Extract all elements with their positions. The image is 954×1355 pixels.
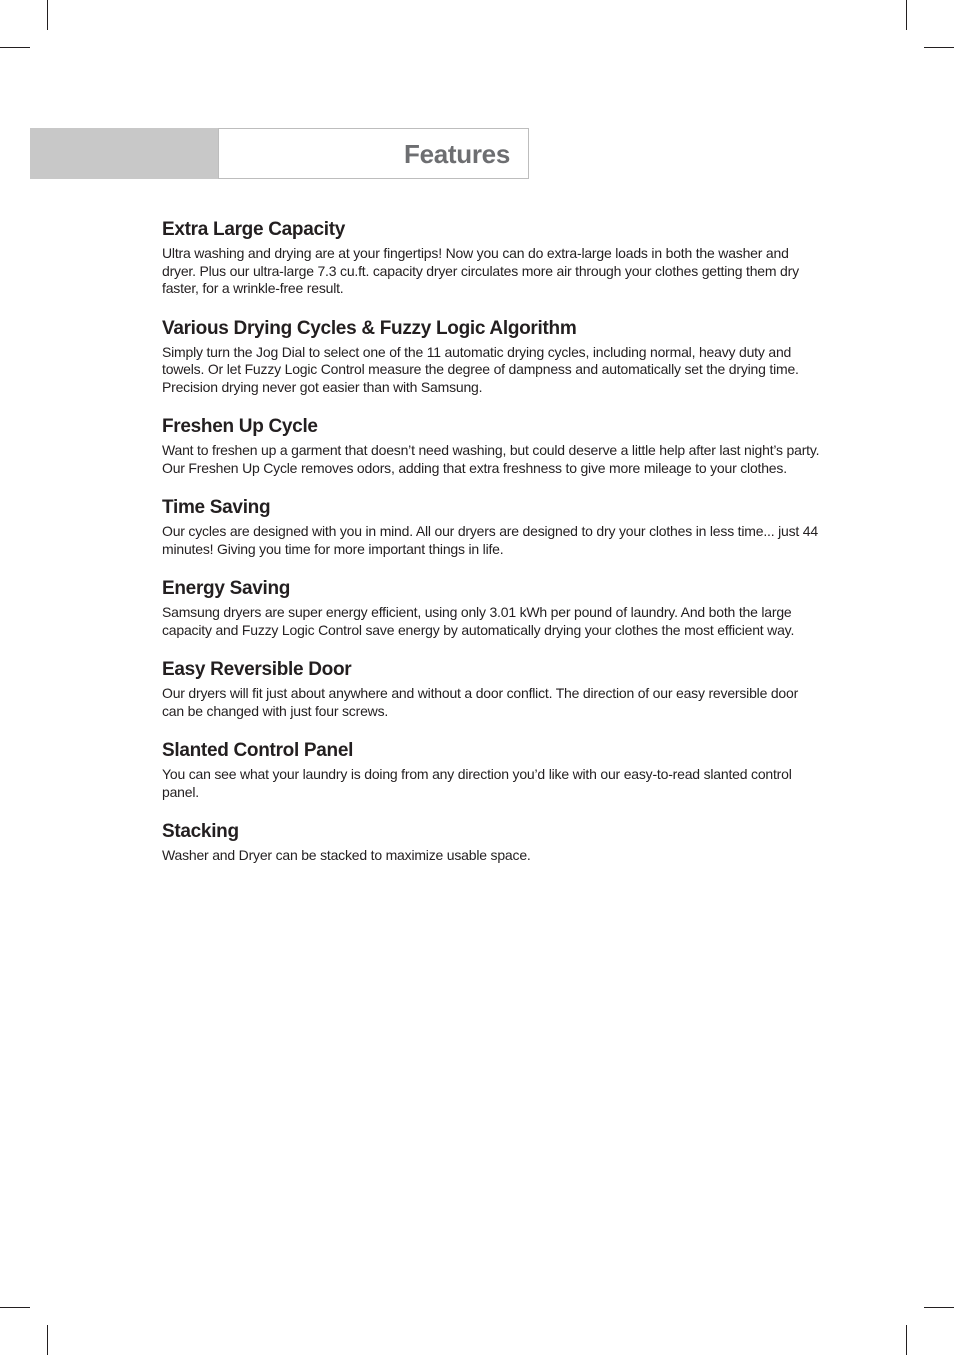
feature-heading: Various Drying Cycles & Fuzzy Logic Algorithm [162, 317, 577, 339]
feature-section [162, 218, 822, 298]
feature-section [162, 820, 822, 865]
crop-mark-top-right-horizontal [924, 47, 954, 48]
feature-description: Want to freshen up a garment that doesn’t need washing, but could deserve a little help after last night’s party. Our Freshen Up Cycle removes odors, adding that extra freshness to give more mileage to your clothes. [162, 442, 820, 476]
feature-section [162, 317, 822, 397]
page-title: Features [404, 139, 510, 169]
feature-section [162, 577, 822, 639]
feature-heading: Time Saving [162, 497, 271, 518]
feature-section [162, 658, 822, 720]
crop-mark-top-right-vertical [906, 0, 907, 30]
crop-mark-bottom-right-horizontal [924, 1307, 954, 1308]
feature-description: Samsung dryers are super energy efficient, using only 3.01 kWh per pound of laundry. And both the large capacity and Fuzzy Logic Control save energy by automatically drying your clothes the most efficient way. [162, 604, 795, 638]
crop-mark-top-left-vertical [47, 0, 48, 30]
feature-heading: Easy Reversible Door [162, 659, 352, 680]
feature-section [162, 496, 822, 558]
header-gray-tab [30, 128, 218, 179]
feature-description: Simply turn the Jog Dial to select one of the 11 automatic drying cycles, including normal, heavy duty and towels. Or let Fuzzy Logic Control measure the degree of dampness and automatically set the drying time. Precision drying never got easier than with Samsung. [162, 343, 799, 395]
crop-mark-top-left-horizontal [0, 47, 30, 48]
feature-description: Ultra washing and drying are at your fingertips! Now you can do extra-large loads in both the washer and dryer. Plus our ultra-large 7.3 cu.ft. capacity dryer circulates more air through your clothes getting them dry faster, for a wrinkle-free result. [162, 245, 799, 296]
feature-description: You can see what your laundry is doing from any direction you’d like with our easy-to-read slanted control panel. [162, 766, 792, 800]
header-title-box [218, 128, 529, 179]
crop-mark-bottom-right-vertical [906, 1325, 907, 1355]
feature-description: Our dryers will fit just about anywhere and without a door conflict. The direction of our easy reversible door can be changed with just four screws. [162, 685, 799, 719]
feature-description: Our cycles are designed with you in mind. All our dryers are designed to dry your clothes in less time... just 44 minutes! Giving you time for more important things in life. [162, 523, 818, 557]
feature-heading: Energy Saving [162, 578, 291, 599]
feature-heading: Slanted Control Panel [162, 740, 354, 761]
feature-description: Washer and Dryer can be stacked to maximize usable space. [162, 847, 531, 863]
feature-heading: Stacking [162, 821, 239, 842]
feature-heading: Extra Large Capacity [162, 219, 346, 240]
crop-mark-bottom-left-vertical [47, 1325, 48, 1355]
features-list [162, 218, 822, 884]
feature-heading: Freshen Up Cycle [162, 416, 318, 437]
feature-section [162, 415, 822, 477]
feature-section [162, 739, 822, 801]
crop-mark-bottom-left-horizontal [0, 1307, 30, 1308]
